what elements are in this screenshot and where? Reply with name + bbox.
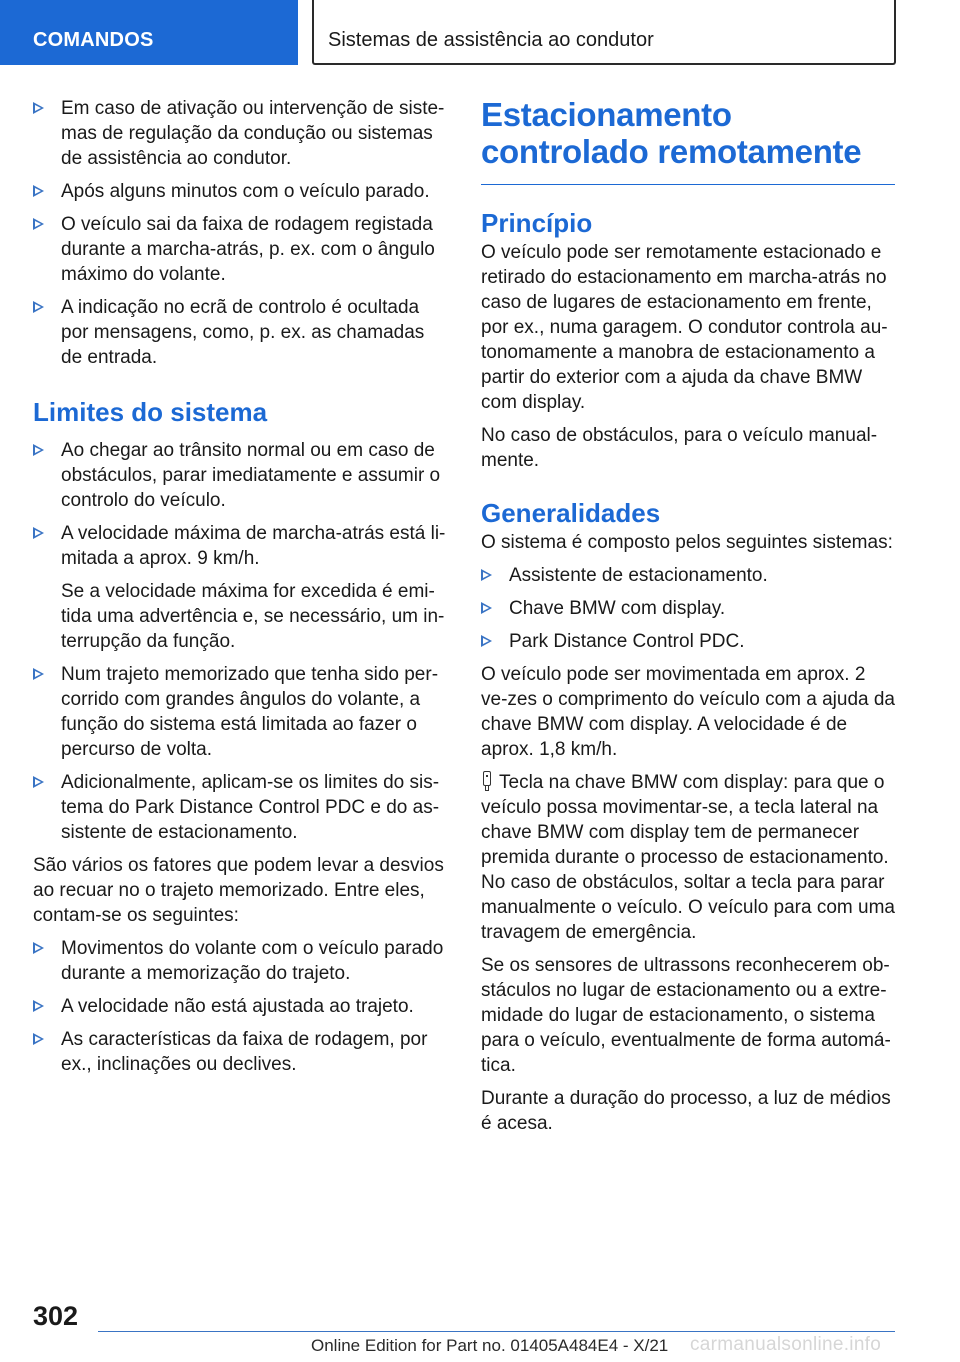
footer-divider xyxy=(98,1331,895,1332)
page-title: Estacionamento controlado remotamente xyxy=(481,96,862,170)
list-item: As características da faixa de rodagem, por ex., inclinações ou declives. xyxy=(33,1027,448,1077)
bullet-triangle-icon xyxy=(481,635,492,647)
general-list xyxy=(481,563,895,654)
chapter-tab: COMANDOS xyxy=(0,0,298,65)
principle-paragraph-2: No caso de obstáculos, para o veículo manual-mente. xyxy=(481,425,878,471)
intro-list xyxy=(33,96,448,370)
limits-heading: Limites do sistema xyxy=(33,397,268,427)
list-item: Chave BMW com display. xyxy=(481,596,895,621)
section-title: Sistemas de assistência ao condutor xyxy=(312,0,896,65)
right-column xyxy=(481,96,895,1136)
list-item: Adicionalmente, aplicam-se os limites do sis-tema do Park Distance Control PDC e do as-sistente de estacionamento. xyxy=(33,770,448,845)
factors-list xyxy=(33,936,448,1077)
bullet-triangle-icon xyxy=(33,301,44,313)
bullet-triangle-icon xyxy=(33,1033,44,1045)
bullet-triangle-icon xyxy=(33,942,44,954)
bullet-triangle-icon xyxy=(33,1000,44,1012)
list-item: O veículo sai da faixa de rodagem registada durante a marcha-atrás, p. ex. com o ângulo máximo do volante. xyxy=(33,212,448,287)
list-item: Em caso de ativação ou intervenção de siste-mas de regulação da condução ou sistemas de assistência ao condutor. xyxy=(33,96,448,171)
list-item: Park Distance Control PDC. xyxy=(481,629,895,654)
list-item: Ao chegar ao trânsito normal ou em caso de obstáculos, parar imediatamente e assumir o controlo do veículo. xyxy=(33,438,448,513)
general-heading: Generalidades xyxy=(481,498,661,528)
factors-paragraph: São vários os fatores que podem levar a desvios ao recuar no o trajeto memorizado. Entre eles, contam-se os seguintes: xyxy=(33,855,444,926)
lights-paragraph: Durante a duração do processo, a luz de médios é acesa. xyxy=(481,1088,891,1134)
title-divider xyxy=(481,184,895,185)
list-item: A velocidade máxima de marcha-atrás está li-mitada a aprox. 9 km/h. xyxy=(33,521,448,571)
list-item: A velocidade não está ajustada ao trajeto. xyxy=(33,994,448,1019)
key-paragraph: Tecla na chave BMW com display: para que o veículo possa movimentar-se, a tecla lateral na chave BMW com display tem de permanecer premida durante o processo de estacionamento. No caso de obstáculos, soltar a tecla para parar manualmente o veículo. O veículo para com uma travagem de emergência. xyxy=(481,772,895,943)
limits-list xyxy=(33,438,448,845)
bullet-triangle-icon xyxy=(481,602,492,614)
bullet-triangle-icon xyxy=(481,569,492,581)
sensor-paragraph: Se os sensores de ultrassons reconhecerem ob-stáculos no lugar de estacionamento ou a extre-midade do lugar de estacionamento, o sistema para o veículo, eventualmente de forma automá-tica. xyxy=(481,955,891,1076)
list-item: A indicação no ecrã de controlo é ocultada por mensagens, como, p. ex. as chamadas de entrada. xyxy=(33,295,448,370)
bullet-triangle-icon xyxy=(33,102,44,114)
page-number: 302 xyxy=(33,1301,79,1331)
edition-text: Online Edition for Part no. 01405A484E4 - X/21 xyxy=(311,1336,669,1355)
key-fob-icon xyxy=(481,771,493,791)
left-column xyxy=(33,96,448,1077)
list-item-note: Se a velocidade máxima for excedida é emi-tida uma advertência e, se necessário, um in-terrupção da função. xyxy=(61,581,445,652)
list-item: Após alguns minutos com o veículo parado. xyxy=(33,179,448,204)
principle-heading: Princípio xyxy=(481,208,593,238)
principle-paragraph: O veículo pode ser remotamente estacionado e retirado do estacionamento em marcha-atrás no caso de lugares de estacionamento em frente, por ex., numa garagem. O condutor controla au-tonomamente a manobra de estacionamento a partir do exterior com a ajuda da chave BMW com display. xyxy=(481,242,888,413)
list-item: Num trajeto memorizado que tenha sido per-corrido com grandes ângulos do volante, a função do sistema está limitada ao fazer o percurso de volta. xyxy=(33,662,448,762)
general-intro: O sistema é composto pelos seguintes sistemas: xyxy=(481,532,893,553)
general-paragraph: O veículo pode ser movimentada em aprox. 2 ve-zes o comprimento do veículo com a ajuda da chave BMW com display. A velocidade é de aprox. 1,8 km/h. xyxy=(481,664,895,760)
watermark: carmanualsonline.info xyxy=(690,1334,882,1355)
bullet-triangle-icon xyxy=(33,185,44,197)
list-item: Assistente de estacionamento. xyxy=(481,563,895,588)
bullet-triangle-icon xyxy=(33,668,44,680)
list-item: Movimentos do volante com o veículo parado durante a memorização do trajeto. xyxy=(33,936,448,986)
bullet-triangle-icon xyxy=(33,776,44,788)
bullet-triangle-icon xyxy=(33,218,44,230)
bullet-triangle-icon xyxy=(33,527,44,539)
bullet-triangle-icon xyxy=(33,444,44,456)
